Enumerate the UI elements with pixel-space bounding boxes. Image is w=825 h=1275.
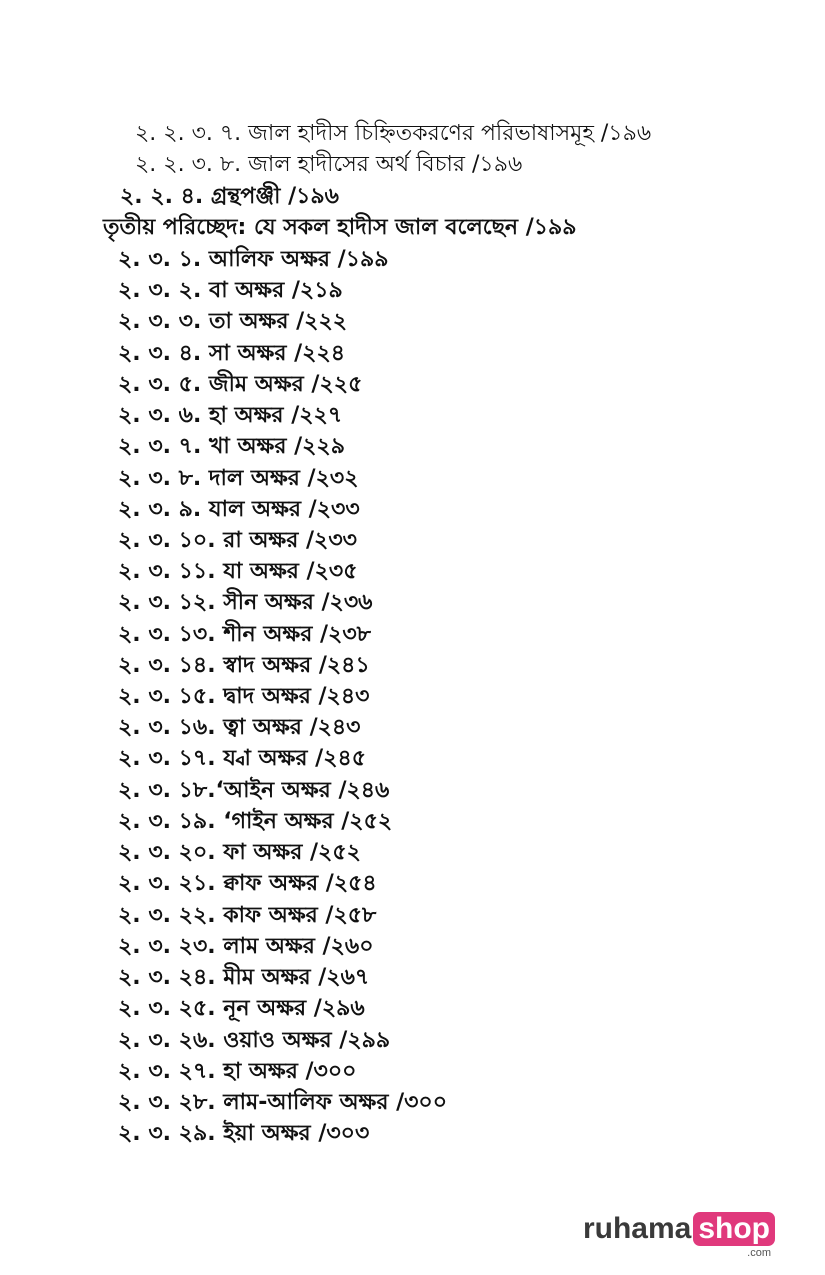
toc-entry: ২. ৩. ২৬. ওয়াও অক্ষর /২৯৯ [118, 1028, 391, 1053]
toc-entry: ২. ৩. ১৬. ত্বা অক্ষর /২৪৩ [118, 715, 361, 740]
toc-entry: ২. ৩. ৮. দাল অক্ষর /২৩২ [118, 466, 359, 491]
toc-entry: ২. ২. ৩. ৭. জাল হাদীস চিহ্নিতকরণের পরিভাষাসমূহ /১৯৬ [135, 121, 652, 146]
section-heading: তৃতীয় পরিচ্ছেদ: যে সকল হাদীস জাল বলেছেন /১৯৯ [103, 215, 577, 240]
toc-entry: ২. ৩. ১১. যা অক্ষর /২৩৫ [118, 559, 358, 584]
brand-name-left: ruhama [582, 1212, 692, 1245]
toc-entry: ২. ৩. ১৭. য্বা অক্ষর /২৪৫ [118, 746, 367, 771]
toc-entry: ২. ৩. ১৯. ‘গাইন অক্ষর /২৫২ [118, 809, 393, 834]
toc-entry: ২. ৩. ৯. যাল অক্ষর /২৩৩ [118, 497, 360, 522]
brand-name-right: shop [698, 1212, 770, 1245]
toc-entry: ২. ৩. ২৮. লাম-আলিফ অক্ষর /৩০০ [118, 1090, 448, 1115]
toc-entry: ২. ৩. ২১. ক্বাফ অক্ষর /২৫৪ [118, 871, 377, 896]
toc-entry: ২. ৩. ৩. তা অক্ষর /২২২ [118, 309, 348, 334]
toc-entry: ২. ২. ৪. গ্রন্থপঞ্জী /১৯৬ [120, 184, 339, 209]
toc-entry: ২. ৩. ২৭. হা অক্ষর /৩০০ [118, 1059, 357, 1084]
toc-entry: ২. ৩. ৪. সা অক্ষর /২২৪ [118, 341, 346, 366]
toc-entry: ২. ৩. ১৪. স্বাদ অক্ষর /২৪১ [118, 653, 370, 678]
brand-badge [693, 1212, 775, 1246]
toc-entry: ২. ৩. ২৯. ইয়া অক্ষর /৩০৩ [118, 1121, 370, 1146]
brand-domain: .com [747, 1247, 771, 1259]
toc-entry: ২. ৩. ১. আলিফ অক্ষর /১৯৯ [118, 247, 389, 272]
toc-entry: ২. ৩. ৭. খা অক্ষর /২২৯ [118, 434, 346, 459]
ruhama-shop-watermark [582, 1212, 775, 1259]
toc-entry: ২. ৩. ২৩. লাম অক্ষর /২৬০ [118, 934, 374, 959]
toc-entry: ২. ৩. ১২. সীন অক্ষর /২৩৬ [118, 590, 373, 615]
toc-entry: ২. ৩. ১০. রা অক্ষর /২৩৩ [118, 528, 357, 553]
toc-entry: ২. ৩. ১৫. দ্বাদ অক্ষর /২৪৩ [118, 684, 370, 709]
toc-entry: ২. ৩. ১৩. শীন অক্ষর /২৩৮ [118, 622, 371, 647]
toc-entry: ২. ৩. ৫. জীম অক্ষর /২২৫ [118, 372, 363, 397]
toc-entry: ২. ৩. ৬. হা অক্ষর /২২৭ [118, 403, 343, 428]
toc-entry: ২. ৩. ২. বা অক্ষর /২১৯ [118, 278, 343, 303]
toc-entry: ২. ৩. ২৪. মীম অক্ষর /২৬৭ [118, 965, 370, 990]
toc-entry: ২. ৩. ২২. কাফ অক্ষর /২৫৮ [118, 903, 377, 928]
toc-entry: ২. ৩. ২৫. নূন অক্ষর /২৯৬ [118, 996, 365, 1021]
toc-entry: ২. ৩. ২০. ফা অক্ষর /২৫২ [118, 840, 361, 865]
toc-entry: ২. ২. ৩. ৮. জাল হাদীসের অর্থ বিচার /১৯৬ [135, 152, 523, 177]
toc-entry: ২. ৩. ১৮.‘আইন অক্ষর /২৪৬ [118, 778, 390, 803]
